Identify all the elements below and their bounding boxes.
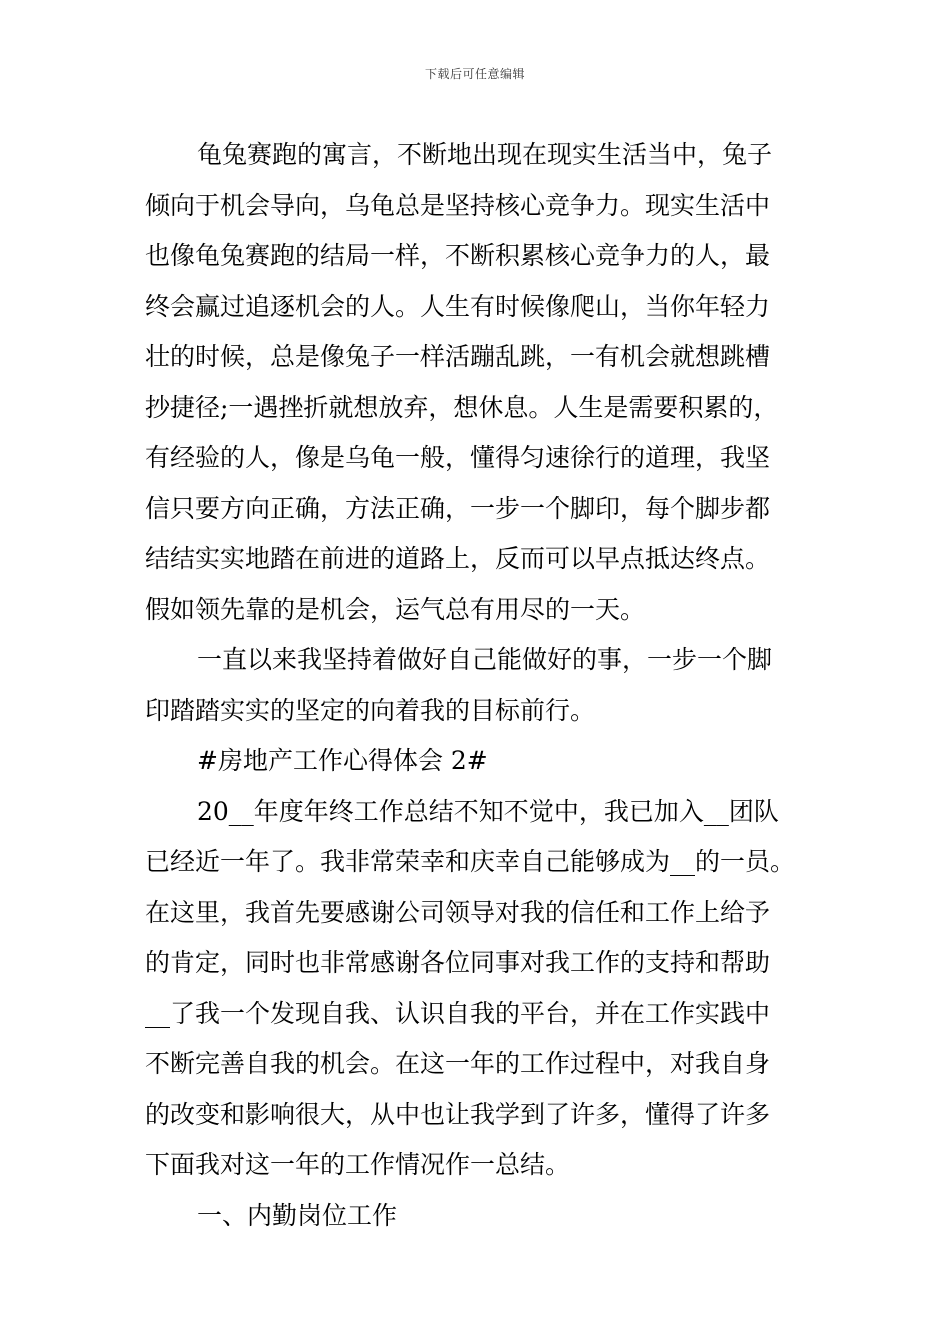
text-line: 印踏踏实实的坚定的向着我的目标前行。 [145,695,596,725]
text-line: 的肯定，同时也非常感谢各位同事对我工作的支持和帮助 [145,948,771,977]
section-heading: #房地产工作心得体会 2# [197,746,488,775]
text-line: 信只要方向正确，方法正确，一步一个脚印，每个脚步都 [145,493,771,523]
text-line: 结结实实地踏在前进的道路上，反而可以早点抵达终点。 [145,544,771,573]
text-line: 倾向于机会导向，乌龟总是坚持核心竞争力。现实生活中 [145,190,771,220]
text-line: 20__年度年终工作总结不知不觉中，我已加入__团队 [197,796,779,826]
text-line: 下面我对这一年的工作情况作一总结。 [145,1150,571,1179]
text-line: __了我一个发现自我、认识自我的平台，并在工作实践中 [145,998,771,1028]
text-line: 的改变和影响很大，从中也让我学到了许多，懂得了许多 [145,1099,771,1129]
text-line: 有经验的人，像是乌龟一般，懂得匀速徐行的道理，我坚 [145,443,771,472]
text-line: 终会赢过追逐机会的人。人生有时候像爬山，当你年轻力 [145,291,771,321]
section-heading: 一、内勤岗位工作 [197,1200,398,1230]
text-line: 龟兔赛跑的寓言，不断地出现在现实生活当中，兔子 [197,140,773,169]
text-line: 假如领先靠的是机会，运气总有用尽的一天。 [145,594,646,624]
text-line: 在这里，我首先要感谢公司领导对我的信任和工作上给予 [145,897,771,927]
text-line: 壮的时候，总是像兔子一样活蹦乱跳，一有机会就想跳槽 [145,342,771,371]
page-header: 下载后可任意编辑 [424,67,525,81]
text-line: 已经近一年了。我非常荣幸和庆幸自己能够成为__的一员。 [145,847,796,876]
text-line: 也像龟兔赛跑的结局一样，不断积累核心竞争力的人，最 [145,241,771,270]
text-line: 一直以来我坚持着做好自己能做好的事，一步一个脚 [197,645,773,674]
text-line: 抄捷径;一遇挫折就想放弃，想休息。人生是需要积累的， [145,392,779,422]
document-body [145,130,825,1241]
text-line: 不断完善自我的机会。在这一年的工作过程中，对我自身 [145,1049,771,1078]
